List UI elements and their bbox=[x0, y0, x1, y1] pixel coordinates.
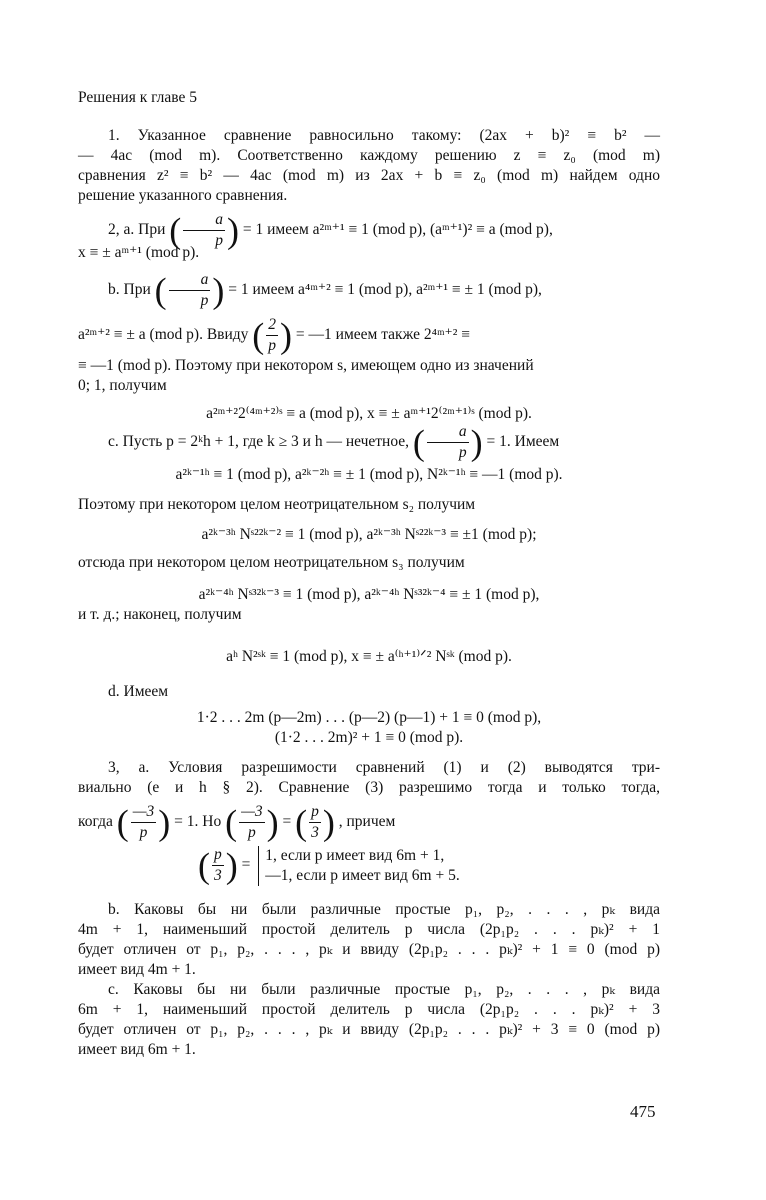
section-1-line: сравнения z² ≡ b² — 4ac (mod m) из 2ax + b ≡ z₀ (mod m) найдем одно bbox=[78, 167, 660, 184]
paren-open: ( bbox=[225, 802, 238, 843]
section-2b-pre: b. При bbox=[108, 281, 151, 299]
frac-den: p bbox=[200, 292, 209, 309]
section-2c-formula: a²ᵏ⁻¹ʰ ≡ 1 (mod p), a²ᵏ⁻²ʰ ≡ ± 1 (mod p), N²ᵏ⁻¹ʰ ≡ —1 (mod p). bbox=[175, 466, 563, 483]
paren-open: ( bbox=[116, 802, 129, 843]
section-2c-line: отсюда при некотором целом неотрицательном s₃ получим bbox=[78, 554, 465, 571]
paren-close: ) bbox=[225, 845, 238, 886]
section-3b-line: будет отличен от p₁, p₂, . . . , pₖ и ввиду (2p₁p₂ . . . pₖ)² + 1 ≡ 0 (mod p) bbox=[78, 941, 660, 958]
paren-close: ) bbox=[266, 802, 279, 843]
section-3b-line: имеет вид 4m + 1. bbox=[78, 961, 196, 978]
section-3b bbox=[78, 900, 660, 980]
paren-open: ( bbox=[198, 845, 210, 886]
frac-den: p bbox=[139, 824, 148, 841]
frac-num: p bbox=[212, 845, 224, 866]
section-2b-line bbox=[78, 270, 660, 311]
frac-num: a bbox=[183, 210, 225, 231]
section-3c bbox=[78, 980, 660, 1060]
equals-sign: = bbox=[282, 813, 292, 831]
section-2c-post: = 1. Имеем bbox=[486, 433, 560, 451]
paren-open: ( bbox=[295, 802, 308, 843]
legendre-symbol bbox=[309, 802, 321, 843]
frac-num: a bbox=[427, 422, 469, 443]
paren-close: ) bbox=[212, 270, 225, 311]
page-title: Решения к главе 5 bbox=[78, 89, 198, 106]
section-2b-line2 bbox=[78, 315, 660, 356]
frac-num: 2 bbox=[266, 315, 278, 336]
section-1 bbox=[78, 126, 660, 206]
section-3a-when-line bbox=[78, 802, 660, 843]
paren-open: ( bbox=[169, 210, 182, 251]
paren-close: ) bbox=[322, 802, 335, 843]
section-3b-line: b. Каковы бы ни были различные простые p₁, p₂, . . . , pₖ вида bbox=[108, 901, 660, 918]
section-1-line: — 4ac (mod m). Соответственно каждому решению z ≡ z₀ (mod m) bbox=[78, 147, 660, 164]
paren-close: ) bbox=[158, 802, 171, 843]
frac-den: p bbox=[215, 232, 223, 249]
section-3a-tail: , причем bbox=[338, 813, 396, 831]
frac-num: —3 bbox=[131, 802, 157, 823]
section-2c-formula: aʰ N²ˢᵏ ≡ 1 (mod p), x ≡ ± a⁽ʰ⁺¹⁾ᐟ² Nˢᵏ (mod p). bbox=[226, 648, 512, 665]
section-2b-l2-pre: a²ᵐ⁺² ≡ ± a (mod p). Ввиду bbox=[78, 326, 249, 344]
paren-close: ) bbox=[470, 422, 483, 463]
section-2b-line3: ≡ —1 (mod p). Поэтому при некотором s, имеющем одно из значений bbox=[78, 357, 534, 374]
section-1-line: 1. Указанное сравнение равносильно такому: (2ax + b)² ≡ b² — bbox=[108, 127, 660, 144]
case-line: —1, если p имеет вид 6m + 5. bbox=[265, 866, 460, 884]
section-2a-pre: 2, a. При bbox=[108, 221, 166, 239]
legendre-symbol bbox=[239, 802, 265, 843]
section-2c-line: и т. д.; наконец, получим bbox=[78, 606, 242, 623]
section-3a-when: когда bbox=[78, 813, 113, 831]
legendre-symbol bbox=[427, 422, 469, 463]
section-3c-line: имеет вид 6m + 1. bbox=[78, 1041, 196, 1058]
section-3c-line: 6m + 1, наименьший простой делитель p числа (2p₁p₂ . . . pₖ)² + 3 bbox=[78, 1001, 660, 1018]
cases-block bbox=[258, 846, 459, 886]
section-3a-line: 3, a. Условия разрешимости сравнений (1) и (2) выводятся три- bbox=[108, 759, 660, 776]
frac-den: 3 bbox=[214, 867, 222, 884]
section-2c-line: Поэтому при некотором целом неотрицательном s₂ получим bbox=[78, 496, 476, 513]
legendre-symbol bbox=[266, 315, 278, 356]
section-3a bbox=[78, 758, 660, 886]
section-2c-line bbox=[78, 422, 660, 463]
section-3a-cases bbox=[78, 845, 660, 886]
section-2a-line2: x ≡ ± aᵐ⁺¹ (mod p). bbox=[78, 244, 200, 261]
legendre-symbol bbox=[212, 845, 224, 886]
section-3a-line: виально (е и h § 2). Сравнение (3) разрешимо тогда и только тогда, bbox=[78, 779, 660, 796]
frac-den: 3 bbox=[311, 824, 319, 841]
legendre-symbol bbox=[169, 270, 211, 311]
paren-open: ( bbox=[154, 270, 167, 311]
legendre-symbol bbox=[131, 802, 157, 843]
section-3c-line: будет отличен от p₁, p₂, . . . , pₖ и ввиду (2p₁p₂ . . . pₖ)² + 3 ≡ 0 (mod p) bbox=[78, 1021, 660, 1038]
frac-num: p bbox=[309, 802, 321, 823]
section-2d-label: d. Имеем bbox=[108, 683, 169, 700]
page-number: 475 bbox=[630, 1102, 656, 1121]
equals-sign: = bbox=[241, 856, 251, 874]
section-2d-formula: 1·2 . . . 2m (p—2m) . . . (p—2) (p—1) + 1 ≡ 0 (mod p), bbox=[196, 709, 542, 726]
section-2a bbox=[78, 210, 660, 263]
section-2b-line4: 0; 1, получим bbox=[78, 377, 167, 394]
section-2d-formula: (1·2 . . . 2m)² + 1 ≡ 0 (mod p). bbox=[274, 729, 464, 746]
section-2c-pre: c. Пусть p = 2ᵏh + 1, где k ≥ 3 и h — нечетное, bbox=[108, 433, 410, 451]
section-2c-formula: a²ᵏ⁻⁴ʰ Nˢ³²ᵏ⁻³ ≡ 1 (mod p), a²ᵏ⁻⁴ʰ Nˢ³²ᵏ⁻⁴ ≡ ± 1 (mod p), bbox=[198, 586, 540, 603]
section-2b bbox=[78, 270, 660, 424]
section-2a-post: = 1 имеем a²ᵐ⁺¹ ≡ 1 (mod p), (aᵐ⁺¹)² ≡ a (mod p), bbox=[242, 221, 553, 239]
frac-den: p bbox=[268, 337, 277, 354]
frac-den: p bbox=[458, 444, 467, 461]
paren-close: ) bbox=[227, 210, 239, 251]
section-2b-post: = 1 имеем a⁴ᵐ⁺² ≡ 1 (mod p), a²ᵐ⁺¹ ≡ ± 1 (mod p), bbox=[228, 281, 542, 299]
section-3c-line: c. Каковы бы ни были различные простые p₁, p₂, . . . , pₖ вида bbox=[108, 981, 660, 998]
section-2c bbox=[78, 422, 660, 667]
section-3b-line: 4m + 1, наименьший простой делитель p числа (2p₁p₂ . . . pₖ)² + 1 bbox=[78, 921, 660, 938]
paren-close: ) bbox=[280, 315, 293, 356]
frac-den: p bbox=[247, 824, 256, 841]
section-2b-formula: a²ᵐ⁺²2⁽⁴ᵐ⁺²⁾ˢ ≡ a (mod p), x ≡ ± aᵐ⁺¹2⁽²ᵐ⁺¹⁾ˢ (mod p). bbox=[206, 405, 532, 422]
paren-open: ( bbox=[412, 422, 425, 463]
section-2c-formula: a²ᵏ⁻³ʰ Nˢ²²ᵏ⁻² ≡ 1 (mod p), a²ᵏ⁻³ʰ Nˢ²²ᵏ⁻³ ≡ ±1 (mod p); bbox=[201, 526, 537, 543]
section-1-line: решение указанного сравнения. bbox=[78, 187, 288, 204]
section-2b-l2-post: = —1 имеем также 2⁴ᵐ⁺² ≡ bbox=[295, 326, 471, 344]
section-3a-mid: = 1. Но bbox=[174, 813, 222, 831]
paren-open: ( bbox=[252, 315, 265, 356]
frac-num: a bbox=[169, 270, 211, 291]
frac-num: —3 bbox=[239, 802, 265, 823]
section-2d bbox=[78, 682, 660, 748]
case-line: 1, если p имеет вид 6m + 1, bbox=[265, 846, 445, 864]
